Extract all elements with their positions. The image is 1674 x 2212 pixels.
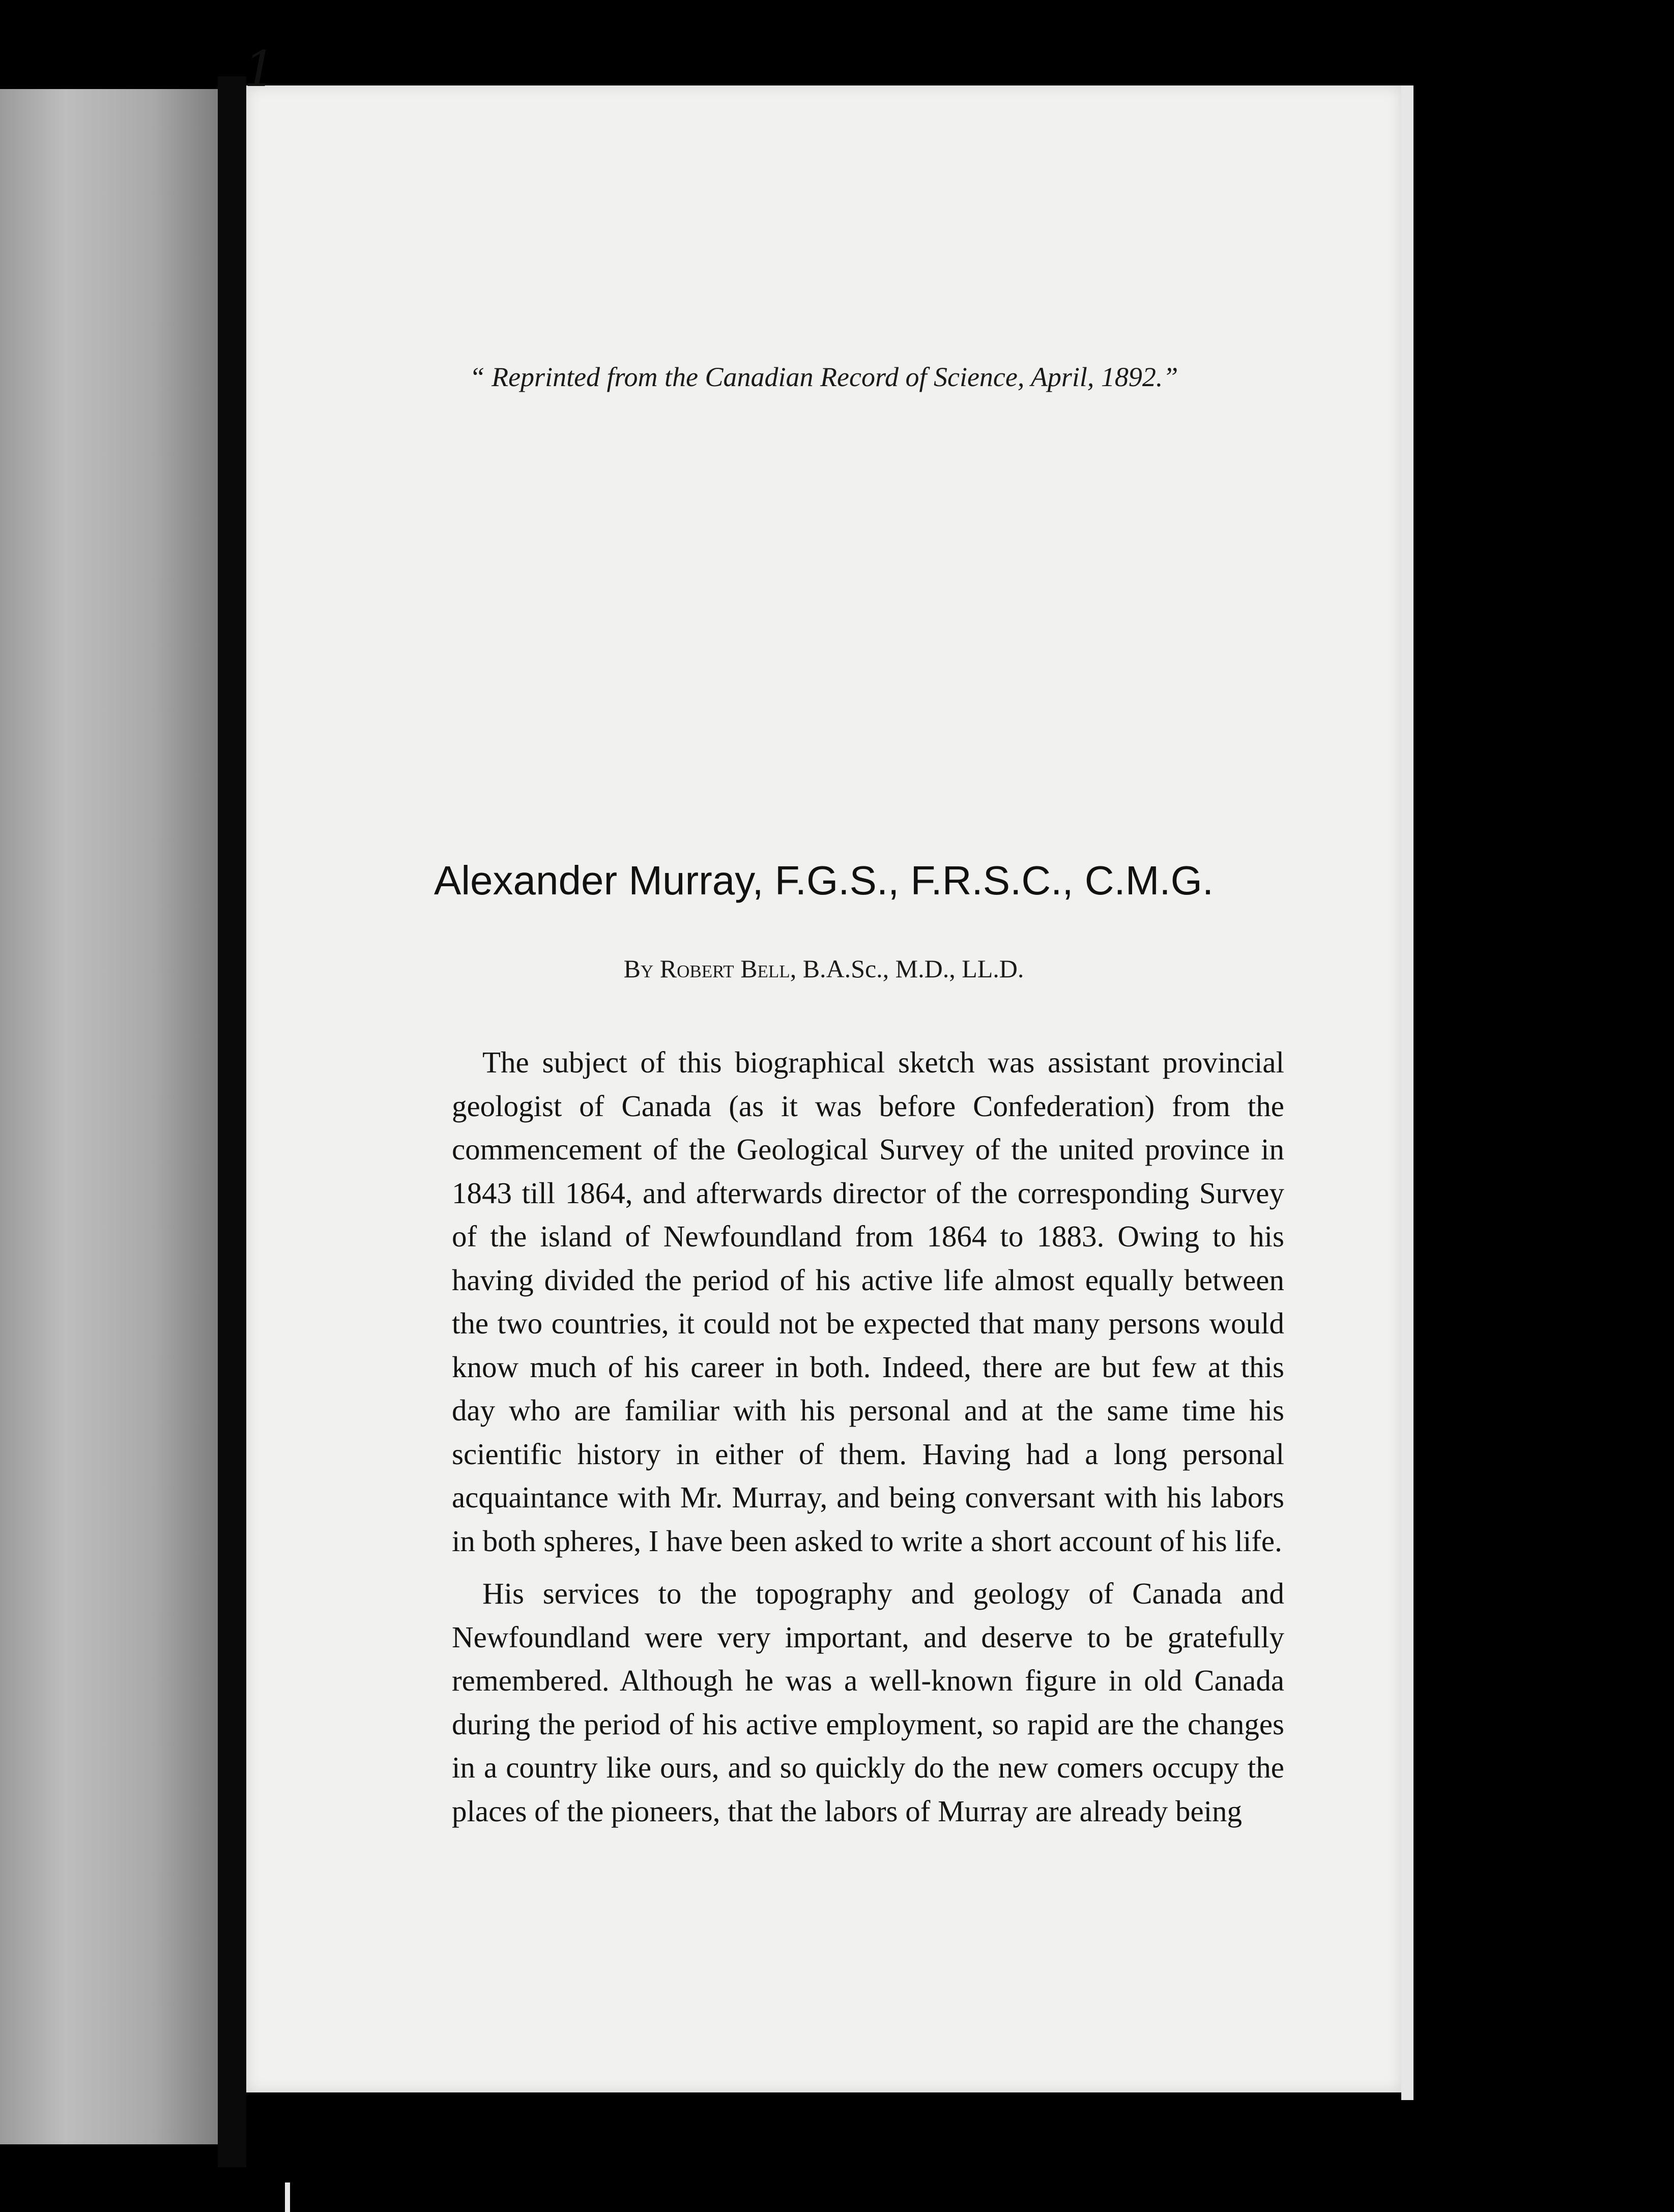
film-mark	[285, 2182, 290, 2212]
byline-credentials: , B.A.Sc., M.D., LL.D.	[790, 954, 1024, 983]
page-right-edge	[1401, 85, 1413, 2100]
article-body	[452, 1041, 1284, 1833]
byline-author: By Robert Bell	[623, 954, 790, 983]
cover-strip	[0, 89, 218, 2144]
paragraph: The subject of this biographical sketch was assistant provincial geologist of Canada (as it was before Confederation) from the commencement of the Geological Survey of the united province in 1843 till 1864, and afterwards director of the corresponding Survey of the island of Newfoundland from 1864 to 1883. Owing to his having divided the period of his active life almost equally between the two countries, it could not be expected that many persons would know much of his career in both. Indeed, there are but few at this day who are familiar with his personal and at the same time his scientific history in either of them. Having had a long personal acquaintance with Mr. Murray, and being conversant with his labors in both spheres, I have been asked to write a short account of his life.	[452, 1045, 1284, 1558]
article-title: Alexander Murray, F.G.S., F.R.S.C., C.M.G.	[434, 858, 1214, 903]
reprint-note: “ Reprinted from the Canadian Record of Science, April, 1892.”	[469, 362, 1178, 392]
byline	[246, 954, 1401, 983]
page-corner-mark: 1	[244, 41, 276, 98]
paragraph: His services to the topography and geology of Canada and Newfoundland were very important, and deserve to be gratefully remembered. Although he was a well-known figure in old Canada during the period of his active employment, so rapid are the changes in a country like ours, and so quickly do the new comers occupy the places of the pioneers, that the labors of Murray are already being	[452, 1577, 1284, 1828]
binding-edge	[218, 76, 246, 2167]
